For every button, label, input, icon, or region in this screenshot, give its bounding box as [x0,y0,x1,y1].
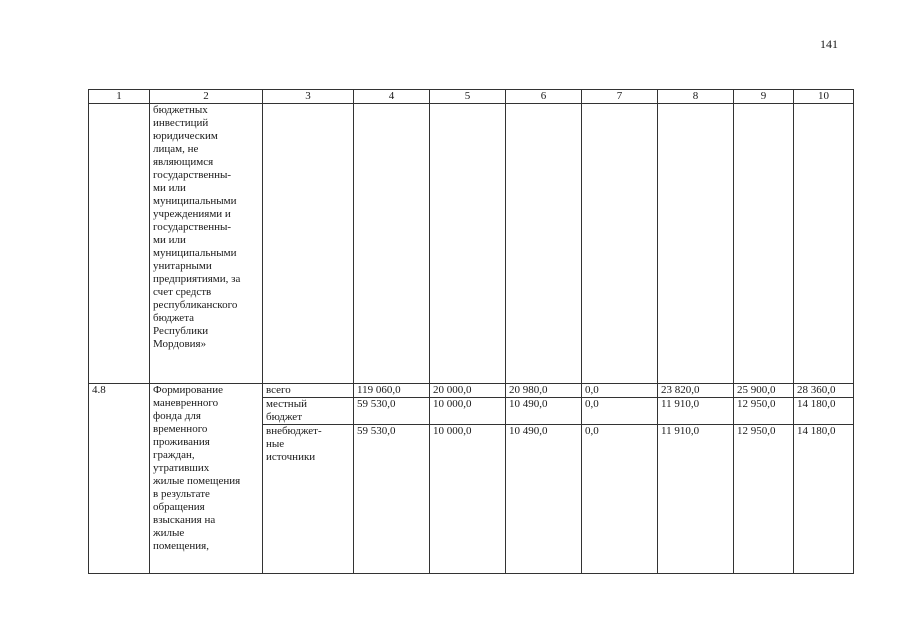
source-label: внебюджет- ные источники [266,425,322,463]
value: 10 490,0 [506,398,581,425]
value: 0,0 [582,384,657,398]
value: 20 000,0 [430,384,505,398]
value: 14 180,0 [794,398,853,425]
value: 28 360,0 [794,384,853,398]
value: 11 910,0 [661,425,700,437]
value: 12 950,0 [734,398,793,425]
continuation-row [89,104,854,384]
column-header: 1 [89,90,150,104]
value: 10 000,0 [433,425,472,437]
column-header: 4 [354,90,430,104]
value: 14 180,0 [797,425,836,437]
column-header: 8 [658,90,734,104]
value: 10 000,0 [430,398,505,425]
column-header: 2 [150,90,263,104]
row-name: Формирование маневренного фонда для временного проживания граждан, утративших жилые помещения в результате обращения взыскания на жилые помещения, [150,384,263,574]
value: 12 950,0 [737,425,776,437]
value: 11 910,0 [658,398,733,425]
value-cell [794,384,854,574]
value-cell [430,384,506,574]
continuation-text: бюджетных инвестиций юридическим лицам, не являющимся государственны- ми или муниципальными учреждениями и государственны- ми или муниципальными унитарными предприятиями, за счет средств республиканского бюджета Республики Мордовия» [150,104,263,384]
source-cell [263,384,354,574]
value-cell [354,384,430,574]
value: 0,0 [582,398,657,425]
value-cell [506,384,582,574]
value: 25 900,0 [734,384,793,398]
budget-table [88,89,854,574]
table-row [89,384,854,574]
value: 59 530,0 [354,398,429,425]
value: 10 490,0 [509,425,548,437]
column-header: 7 [582,90,658,104]
value-cell [734,384,794,574]
column-header: 3 [263,90,354,104]
value: 59 530,0 [357,425,396,437]
value-cell [658,384,734,574]
page-number: 141 [820,37,838,51]
column-header: 6 [506,90,582,104]
column-header: 10 [794,90,854,104]
row-id: 4.8 [89,384,150,574]
source-label: местный бюджет [263,398,353,425]
value-cell [582,384,658,574]
value: 119 060,0 [354,384,429,398]
value: 0,0 [585,425,599,437]
source-label: всего [263,384,353,398]
value: 23 820,0 [658,384,733,398]
column-header: 5 [430,90,506,104]
value: 20 980,0 [506,384,581,398]
header-row [89,90,854,104]
column-header: 9 [734,90,794,104]
